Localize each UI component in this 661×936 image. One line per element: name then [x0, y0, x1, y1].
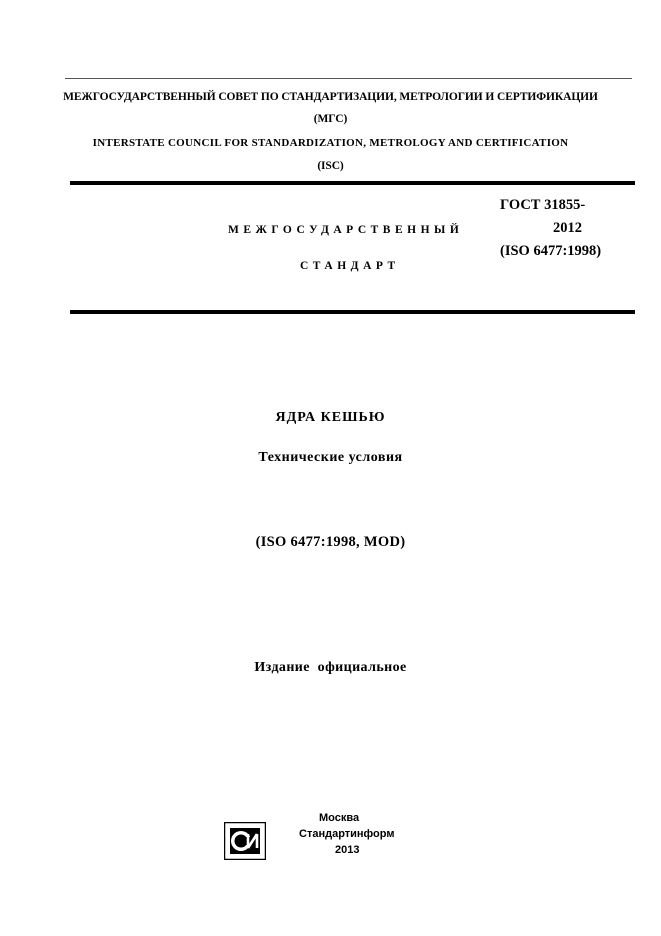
- iso-reference: (ISO 6477:1998): [500, 243, 602, 259]
- council-abbr-ru: (МГС): [313, 113, 348, 125]
- imprint-publisher: Стандартинформ: [299, 828, 395, 840]
- top-divider: [65, 78, 632, 79]
- standard-type-line2: СТАНДАРТ: [300, 260, 400, 272]
- edition-label: Издание официальное: [254, 660, 407, 675]
- document-subtitle: Технические условия: [258, 450, 403, 465]
- document-title: ЯДРА КЕШЬЮ: [275, 410, 386, 425]
- imprint-year: 2013: [335, 844, 360, 856]
- gost-number: ГОСТ 31855-: [500, 197, 586, 213]
- header-divider: [70, 181, 635, 185]
- iso-modification: (ISO 6477:1998, MOD): [255, 534, 406, 550]
- gost-year: 2012: [553, 220, 582, 236]
- council-name-en: INTERSTATE COUNCIL FOR STANDARDIZATION, METROLOGY AND CERTIFICATION: [92, 137, 569, 149]
- standard-divider: [70, 310, 635, 314]
- standard-type-line1: МЕЖГОСУДАРСТВЕННЫЙ: [228, 224, 464, 236]
- council-abbr-en: (ISC): [317, 160, 344, 172]
- standartinform-logo-icon: [224, 822, 266, 860]
- imprint-city: Москва: [319, 812, 360, 824]
- council-name-ru: МЕЖГОСУДАРСТВЕННЫЙ СОВЕТ ПО СТАНДАРТИЗАЦИИ, МЕТРОЛОГИИ И СЕРТИФИКАЦИИ: [63, 91, 598, 103]
